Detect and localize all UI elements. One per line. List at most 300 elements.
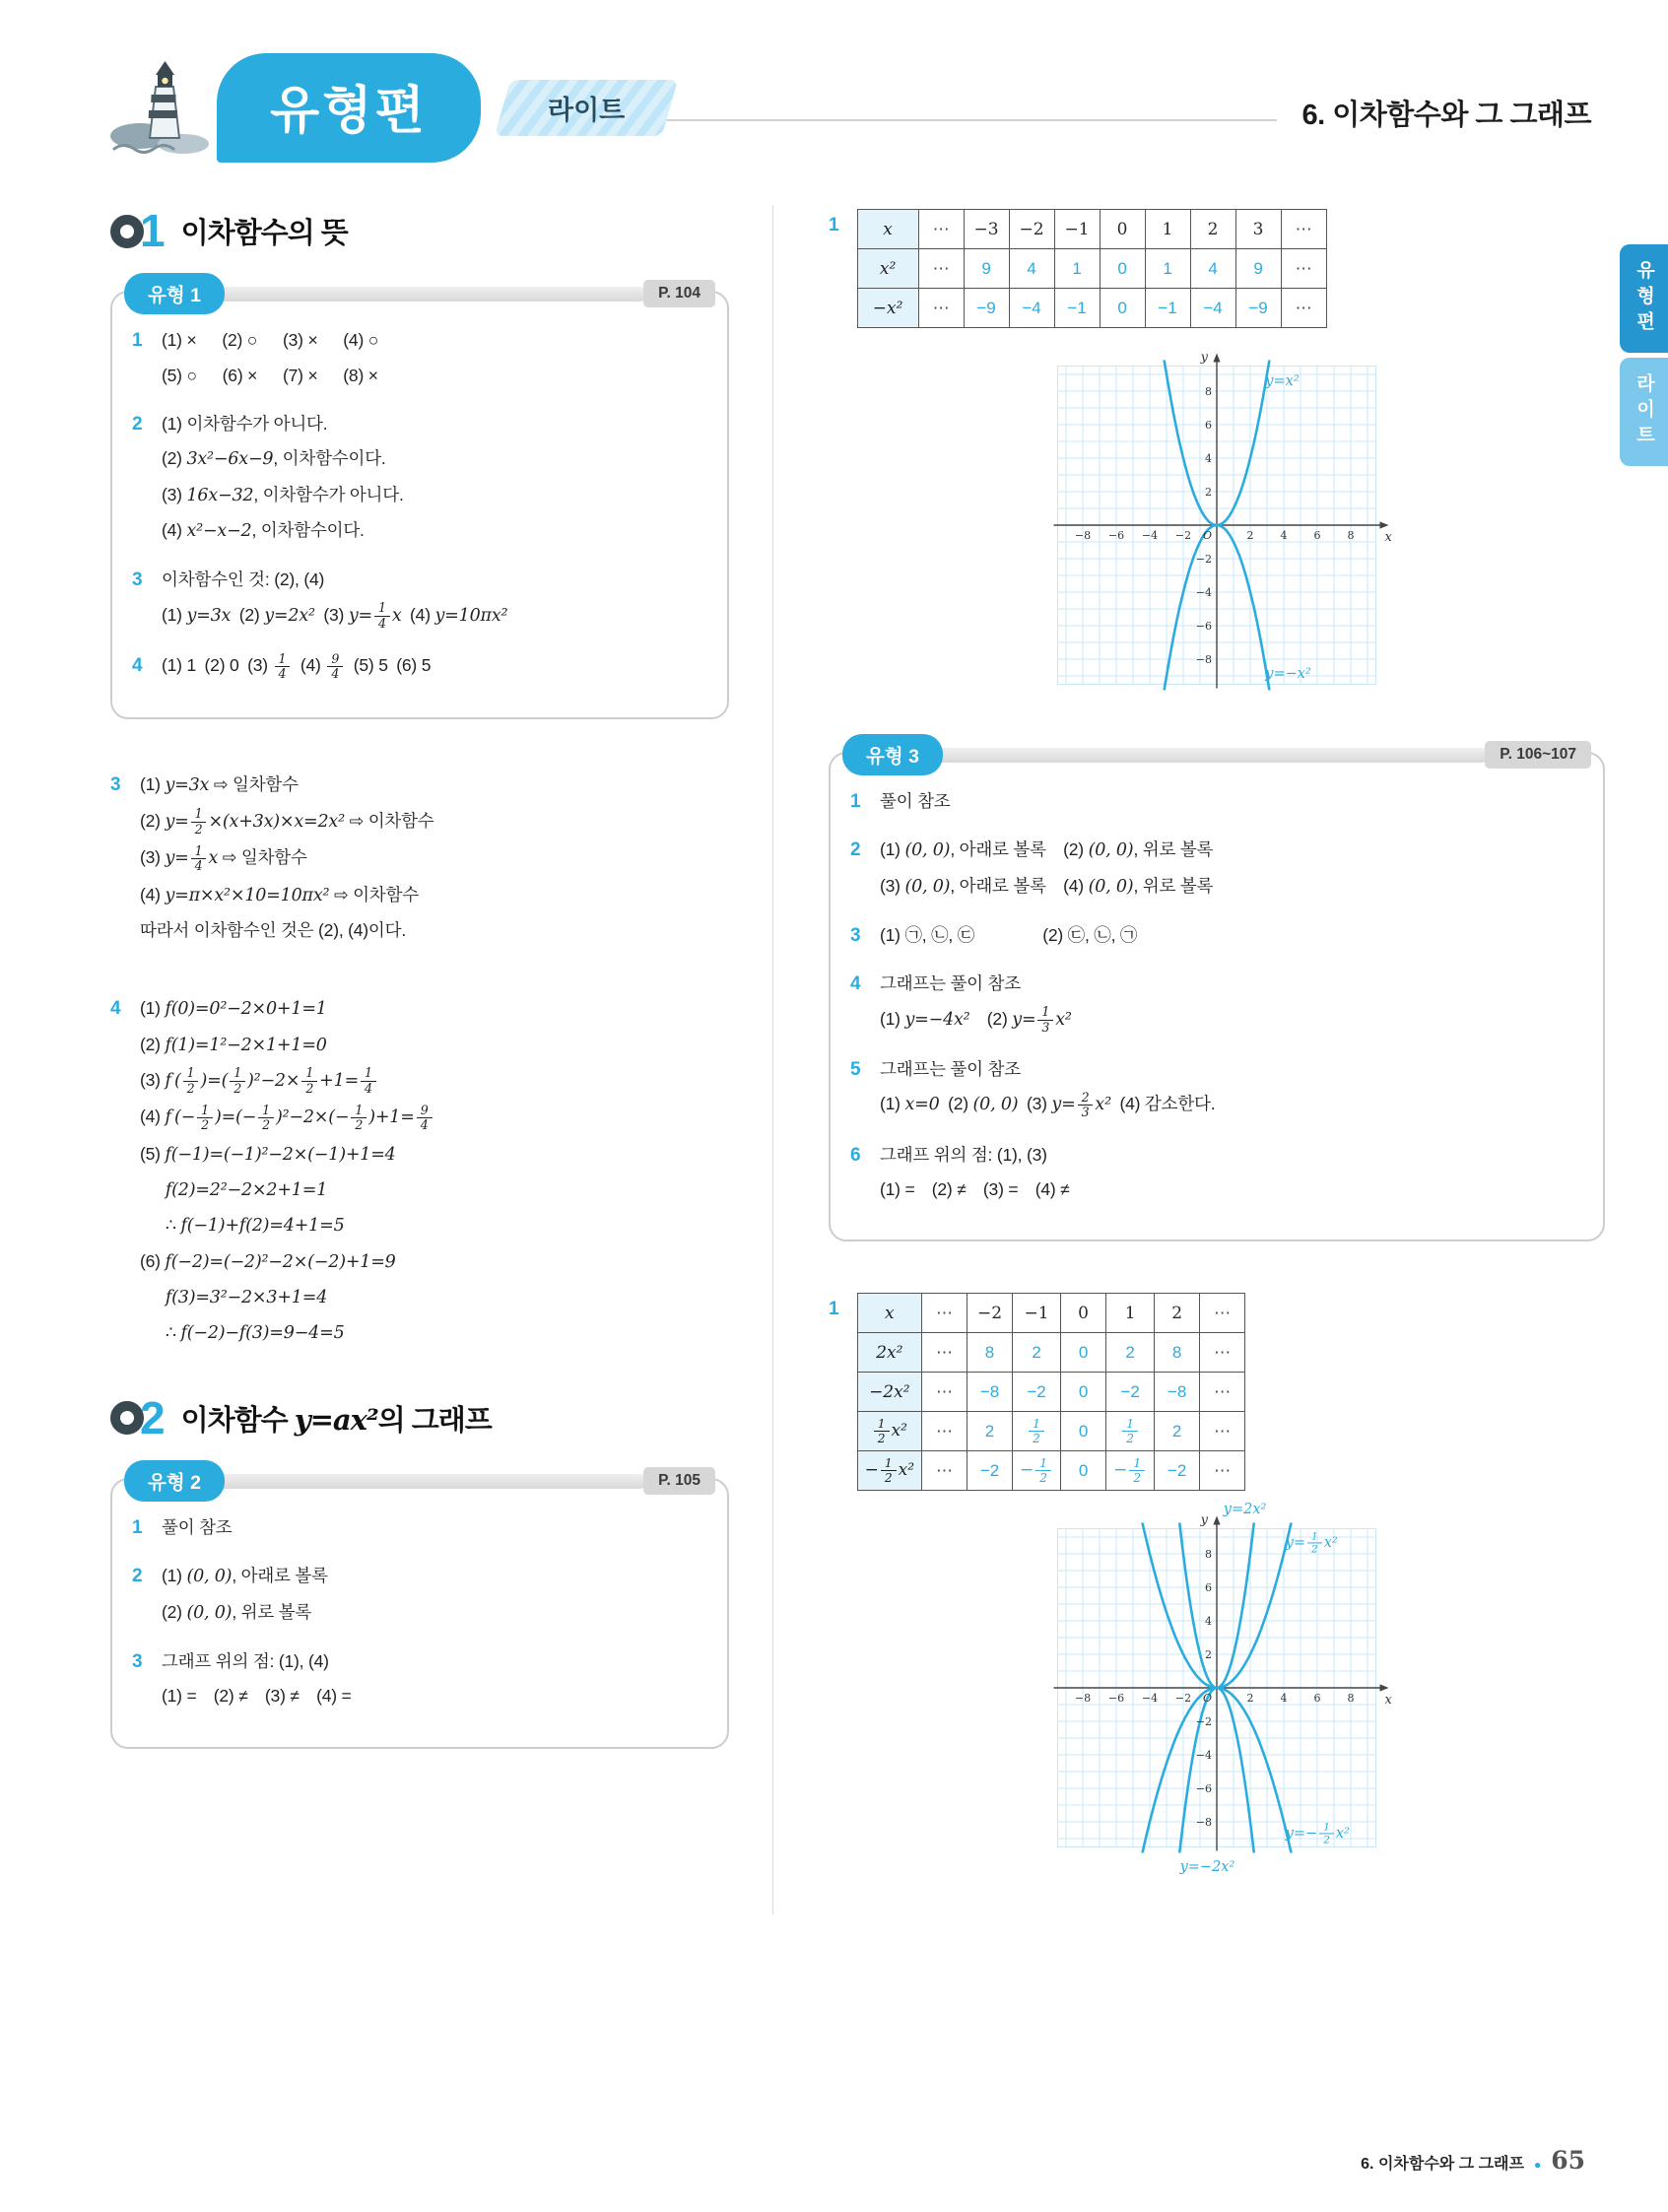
fraction xyxy=(361,1066,376,1096)
value-cell xyxy=(1106,1373,1155,1412)
value-cell xyxy=(1061,1451,1106,1491)
answer-line xyxy=(880,921,1583,949)
answer-body xyxy=(880,787,1583,822)
fraction-numerator: 1 xyxy=(191,844,207,859)
answer-body xyxy=(880,1141,1583,1211)
fraction-numerator: 1 xyxy=(1037,1005,1053,1020)
math-text: f(1)=1²−2×1+1=0 xyxy=(165,1035,327,1055)
fraction xyxy=(1319,1822,1334,1846)
answer-line xyxy=(140,807,729,837)
math-text: +1= xyxy=(319,1070,360,1091)
text: (2) xyxy=(939,1094,973,1114)
fraction-denominator: 3 xyxy=(1041,1019,1050,1035)
fraction-numerator: 1 xyxy=(1307,1530,1322,1543)
value-cell xyxy=(1106,1451,1155,1491)
math-text: )+1= xyxy=(368,1107,415,1128)
text: , 아래로 볼록 xyxy=(232,1566,328,1586)
table-header-cell: ⋯ xyxy=(1281,210,1326,249)
answer-body xyxy=(880,1055,1583,1127)
text: , 이차함수가 아니다. xyxy=(253,484,404,504)
answer-body xyxy=(162,326,707,396)
text: (3) xyxy=(880,875,905,896)
answer-number: 2 xyxy=(132,414,143,436)
side-tab-edition[interactable]: 라이트 xyxy=(1620,358,1668,466)
answer-number: 1 xyxy=(829,215,839,235)
math-text: x² xyxy=(879,258,897,279)
answer-line xyxy=(162,1682,707,1709)
table-header-row xyxy=(857,210,1326,249)
text: 그래프는 풀이 참조 xyxy=(880,973,1021,994)
table-header-cell xyxy=(857,1294,921,1333)
page-header xyxy=(0,0,1668,169)
section-digit: 1 xyxy=(140,205,166,256)
answer-number: 1 xyxy=(850,791,861,812)
math-text: x²−x−2 xyxy=(186,521,252,542)
curve-label xyxy=(1286,1530,1338,1555)
value-table xyxy=(857,1293,1246,1491)
answer-item xyxy=(850,921,1583,956)
table-header-cell: −1 xyxy=(1013,1294,1061,1333)
math-text: 16x−32 xyxy=(186,485,254,505)
text: , 아래로 볼록 (4) xyxy=(950,875,1089,896)
value-table-2 xyxy=(857,1293,1246,1491)
math-text: x² xyxy=(1055,1009,1072,1030)
value-table-1 xyxy=(857,209,1327,328)
math-text: y= xyxy=(1285,1534,1306,1551)
text: −4 xyxy=(1022,298,1041,317)
answer-number: 5 xyxy=(850,1059,861,1081)
answer-number: 6 xyxy=(850,1144,861,1166)
type-card-1-body xyxy=(132,326,707,688)
value-cell xyxy=(1100,289,1145,328)
fraction-denominator: 4 xyxy=(331,666,340,682)
svg-text:x: x xyxy=(1384,530,1392,545)
value-cell xyxy=(918,249,964,289)
value-cell xyxy=(1235,289,1281,328)
text: 4 xyxy=(1027,258,1036,278)
table-block-1 xyxy=(829,209,1605,328)
text: (4) xyxy=(292,655,326,676)
table-header-cell: ⋯ xyxy=(922,1294,967,1333)
answer-number: 3 xyxy=(132,1651,143,1673)
math-text: f(0)=0²−2×0+1=1 xyxy=(165,999,327,1020)
value-cell xyxy=(967,1373,1013,1412)
footer-chapter: 6. 이차함수와 그 그래프 xyxy=(1361,2156,1524,2173)
value-cell xyxy=(1013,1412,1061,1451)
answer-number: 1 xyxy=(132,1517,143,1539)
svg-text:O: O xyxy=(1202,529,1212,542)
row-label-cell xyxy=(857,1412,921,1451)
math-text: − xyxy=(1113,1460,1128,1481)
fraction-numerator: 1 xyxy=(874,1417,890,1432)
text: (2) xyxy=(969,1008,1013,1029)
answer-item xyxy=(132,1647,707,1717)
value-cell xyxy=(964,289,1009,328)
text: , 위로 볼록 xyxy=(1133,875,1214,896)
text: (5) 5 (6) 5 xyxy=(345,655,432,676)
answer-number: 3 xyxy=(110,774,121,796)
text: (4) xyxy=(140,884,166,905)
svg-text:−6: −6 xyxy=(1107,1692,1125,1706)
math-text: y=3x xyxy=(165,775,210,796)
answer-item xyxy=(132,651,707,688)
answer-line xyxy=(140,771,729,799)
value-cell xyxy=(1200,1373,1245,1412)
answer-line xyxy=(162,481,707,509)
answer-line xyxy=(140,881,729,909)
math-text: y=2x² xyxy=(1223,1501,1267,1517)
math-text: y=x² xyxy=(1265,372,1300,389)
value-cell xyxy=(1235,249,1281,289)
math-text: y=−4x² xyxy=(904,1009,970,1030)
answer-item xyxy=(850,1141,1583,1211)
fraction xyxy=(327,652,343,682)
value-cell xyxy=(1061,1412,1106,1451)
value-cell xyxy=(1200,1412,1245,1451)
math-text: y= xyxy=(1051,1095,1076,1115)
answer-item xyxy=(850,787,1583,822)
fraction-numerator: 1 xyxy=(351,1104,367,1118)
svg-text:6: 6 xyxy=(1313,1692,1321,1706)
fraction xyxy=(191,844,207,874)
fraction-numerator: 1 xyxy=(191,807,207,822)
graph-canvas xyxy=(1034,342,1400,708)
text xyxy=(140,1287,166,1307)
text: (6) xyxy=(140,1250,166,1271)
text: 8 xyxy=(1171,1342,1182,1362)
answer-item xyxy=(132,326,707,396)
answer-number: 4 xyxy=(850,973,861,995)
text: 0 xyxy=(1117,258,1127,278)
answer-body xyxy=(140,994,729,1354)
math-text: (0, 0) xyxy=(904,876,951,897)
math-text: x xyxy=(883,219,893,239)
svg-text:−8: −8 xyxy=(1074,1692,1092,1706)
svg-text:−2: −2 xyxy=(1195,1715,1212,1729)
math-text: (0, 0) xyxy=(186,1602,233,1623)
series-badge: 유형편 xyxy=(217,53,481,163)
value-cell xyxy=(1013,1333,1061,1373)
answer-line xyxy=(880,836,1583,864)
text: (3) xyxy=(140,847,166,868)
curve-label xyxy=(1286,1822,1350,1846)
text: 따라서 이차함수인 것은 (2), (4)이다. xyxy=(140,919,407,940)
answer-body xyxy=(140,771,729,951)
answer-line xyxy=(880,1005,1583,1035)
fraction xyxy=(275,652,291,682)
svg-text:−4: −4 xyxy=(1141,529,1159,542)
header-rule xyxy=(656,119,1277,121)
section-number-2 xyxy=(110,1391,166,1443)
text: (1) xyxy=(880,1094,905,1114)
svg-text:2: 2 xyxy=(1246,529,1254,542)
fraction-numerator: 1 xyxy=(301,1066,317,1081)
answer-line xyxy=(162,651,707,681)
math-text: ×(x+3x)×x=2x² xyxy=(208,811,345,832)
table-header-cell: 1 xyxy=(1145,210,1190,249)
right-column xyxy=(772,205,1605,1914)
page-footer xyxy=(1361,2146,1585,2175)
text: 2 xyxy=(984,1421,995,1441)
fraction xyxy=(1122,1417,1138,1445)
math-text: f(−1)+f(2)=4+1=5 xyxy=(180,1216,345,1237)
content xyxy=(0,169,1668,1914)
value-cell xyxy=(1100,249,1145,289)
table-header-cell: −3 xyxy=(964,210,1009,249)
type-bar xyxy=(211,1474,647,1489)
text: , 이차함수이다. xyxy=(251,520,365,541)
text: (1) xyxy=(162,1566,187,1586)
svg-text:−6: −6 xyxy=(1195,620,1212,633)
math-text: x xyxy=(391,605,402,626)
answer-line xyxy=(162,1647,707,1675)
row-label-cell xyxy=(857,1333,921,1373)
table-header-cell: 2 xyxy=(1190,210,1235,249)
text: ⋯ xyxy=(936,1460,954,1480)
fraction-denominator: 2 xyxy=(1033,1432,1040,1446)
fraction-denominator: 2 xyxy=(355,1117,364,1133)
answer-line xyxy=(880,1055,1583,1083)
text: −2 xyxy=(979,1460,1000,1480)
math-text: y=3x xyxy=(186,605,232,626)
side-tab-series[interactable]: 유형편 xyxy=(1620,244,1668,353)
lighthouse-logo-icon xyxy=(106,53,223,162)
fraction-numerator: 1 xyxy=(361,1066,376,1081)
text: 9 xyxy=(1253,258,1263,278)
text: (3) xyxy=(1018,1094,1052,1114)
text: −2 xyxy=(1027,1381,1046,1401)
answer-number: 2 xyxy=(132,1566,143,1587)
math-text: f ( xyxy=(165,1070,181,1091)
fraction-denominator: 2 xyxy=(201,1117,209,1133)
answer-line xyxy=(162,410,707,437)
text: 풀이 참조 xyxy=(162,1517,233,1538)
text: (1) 이차함수가 아니다. xyxy=(162,414,328,435)
math-text: x² xyxy=(898,1460,915,1481)
math-text: f(−2)=(−2)²−2×(−2)+1=9 xyxy=(165,1251,396,1272)
fraction xyxy=(301,1066,317,1096)
text: 0 xyxy=(1078,1421,1089,1441)
fraction-denominator: 4 xyxy=(377,615,386,631)
text: , 이차함수이다. xyxy=(273,448,386,469)
svg-text:−6: −6 xyxy=(1107,529,1125,542)
svg-text:8: 8 xyxy=(1205,385,1212,398)
text: , 위로 볼록 xyxy=(232,1601,312,1622)
answer-line xyxy=(140,1140,729,1169)
type-card-2 xyxy=(110,1472,729,1749)
text: −8 xyxy=(979,1381,1000,1401)
math-text: x xyxy=(885,1303,895,1323)
type-card-2-head xyxy=(124,1460,715,1502)
table-block-2 xyxy=(829,1293,1605,1491)
text: (2) xyxy=(231,604,265,625)
text: ⋯ xyxy=(1214,1460,1232,1480)
answer-line xyxy=(140,916,729,944)
text: ⋯ xyxy=(936,1342,954,1362)
text: (4) 감소한다. xyxy=(1110,1094,1216,1114)
text: ∴ xyxy=(140,1322,181,1343)
value-cell xyxy=(1106,1333,1155,1373)
text: (2) xyxy=(140,810,166,831)
fraction xyxy=(1078,1091,1094,1120)
type-card-2-body xyxy=(132,1513,707,1717)
svg-text:y: y xyxy=(1200,1512,1208,1528)
value-cell xyxy=(922,1412,967,1451)
math-text: f(2)=2²−2×2+1=1 xyxy=(165,1179,328,1200)
fraction xyxy=(258,1104,274,1133)
fraction-denominator: 2 xyxy=(877,1432,886,1446)
fraction-denominator: 2 xyxy=(1323,1834,1330,1846)
text: ⋯ xyxy=(932,258,950,278)
math-text: f (− xyxy=(165,1107,196,1128)
chapter-title: 6. 이차함수와 그 그래프 xyxy=(1301,99,1591,131)
value-cell xyxy=(1013,1373,1061,1412)
answer-line xyxy=(162,516,707,545)
answer-item xyxy=(132,410,707,552)
svg-text:O: O xyxy=(1202,1692,1212,1706)
table-header-cell: 0 xyxy=(1100,210,1145,249)
text: (4) xyxy=(140,1106,166,1127)
math-text: y= xyxy=(165,811,189,832)
svg-text:6: 6 xyxy=(1313,529,1321,542)
fraction-numerator: 9 xyxy=(327,652,343,667)
fraction-numerator: 1 xyxy=(197,1104,213,1118)
value-cell xyxy=(1190,249,1235,289)
table-row xyxy=(857,289,1326,328)
fraction-numerator: 1 xyxy=(1029,1417,1044,1432)
value-cell xyxy=(1145,249,1190,289)
svg-text:2: 2 xyxy=(1246,1692,1254,1706)
math-text: − xyxy=(1020,1460,1034,1481)
text: 0 xyxy=(1117,298,1127,317)
footer-page-number: 65 xyxy=(1551,2146,1585,2175)
answer-line xyxy=(140,1175,729,1204)
math-text: x² xyxy=(1095,1095,1111,1115)
value-cell xyxy=(1155,1373,1200,1412)
text: 0 xyxy=(1078,1342,1089,1362)
fraction xyxy=(1307,1530,1322,1555)
answer-line xyxy=(140,1318,729,1347)
edition-label: 라이트 xyxy=(547,95,625,125)
value-cell xyxy=(1106,1412,1155,1451)
math-text: −2x² xyxy=(869,1381,910,1402)
answer-line xyxy=(140,1283,729,1311)
answer-line xyxy=(162,362,707,389)
answer-line xyxy=(880,1141,1583,1169)
text: 2 xyxy=(1032,1342,1041,1362)
bullet-icon: ● xyxy=(1533,2158,1542,2172)
text: (1) xyxy=(880,1008,905,1029)
fraction-numerator: 9 xyxy=(417,1104,433,1118)
fraction-numerator: 1 xyxy=(1035,1456,1051,1471)
answer-body xyxy=(162,1513,707,1548)
math-text: f(−2)−f(3)=9−4=5 xyxy=(180,1323,345,1344)
section-title-2: 이차함수 y=ax²의 그래프 xyxy=(180,1402,492,1437)
value-table xyxy=(857,209,1327,328)
svg-text:−2: −2 xyxy=(1195,553,1212,566)
fraction xyxy=(874,1417,890,1445)
value-cell xyxy=(967,1451,1013,1491)
text: 8 xyxy=(984,1342,995,1362)
row-label-cell xyxy=(857,289,918,328)
table-header-cell: 0 xyxy=(1061,1294,1106,1333)
text: (1) xyxy=(140,774,166,795)
svg-text:6: 6 xyxy=(1205,419,1212,432)
text: 0 xyxy=(1078,1460,1089,1480)
answer-body xyxy=(162,1562,707,1634)
text: (3) xyxy=(162,484,187,504)
value-cell xyxy=(1009,289,1054,328)
answer-line xyxy=(162,601,707,631)
value-cell xyxy=(1200,1451,1245,1491)
svg-text:6: 6 xyxy=(1205,1581,1212,1595)
math-text: )=(− xyxy=(214,1107,257,1128)
text: ⋯ xyxy=(932,298,950,317)
value-cell xyxy=(1190,289,1235,328)
text: −1 xyxy=(1158,298,1177,317)
text: 1 xyxy=(1163,258,1172,278)
table-header-cell: 3 xyxy=(1235,210,1281,249)
math-text: y= xyxy=(348,605,372,626)
fraction-numerator: 1 xyxy=(1122,1417,1138,1432)
math-text: − xyxy=(864,1460,879,1481)
math-text: x² xyxy=(1335,1826,1350,1843)
graph-canvas xyxy=(1034,1505,1400,1871)
math-text: y=π×x²×10=10πx² xyxy=(165,885,330,905)
answer-item xyxy=(850,970,1583,1041)
value-cell xyxy=(1155,1333,1200,1373)
fraction-denominator: 4 xyxy=(365,1080,372,1096)
value-cell xyxy=(967,1333,1013,1373)
svg-text:8: 8 xyxy=(1347,529,1355,542)
text: ⇨ 이차함수 xyxy=(329,884,419,905)
section-number-1 xyxy=(110,205,166,256)
fraction xyxy=(1035,1456,1051,1485)
text: (4) xyxy=(162,520,187,541)
math-text: (0, 0) xyxy=(904,840,951,861)
value-cell xyxy=(1013,1451,1061,1491)
edition-badge xyxy=(495,80,679,136)
table-header-cell: ⋯ xyxy=(1200,1294,1245,1333)
answer-line xyxy=(140,1031,729,1059)
svg-text:−8: −8 xyxy=(1074,529,1092,542)
math-text: )=( xyxy=(200,1070,229,1091)
text: 그래프 위의 점: (1), (4) xyxy=(162,1651,329,1672)
type-bar xyxy=(929,748,1489,763)
side-tab xyxy=(1620,244,1668,466)
text: ⋯ xyxy=(1295,298,1312,317)
fraction-denominator: 2 xyxy=(1311,1543,1318,1556)
table-header-row xyxy=(857,1294,1245,1333)
text: ⋯ xyxy=(1214,1421,1232,1441)
math-text: y=−2x² xyxy=(1179,1859,1235,1876)
math-text: y= xyxy=(165,848,189,869)
text: ⋯ xyxy=(936,1381,954,1401)
math-text: x² xyxy=(891,1421,907,1441)
answer-body xyxy=(880,970,1583,1041)
fraction xyxy=(374,601,390,631)
math-text: )²−2×(− xyxy=(275,1107,350,1128)
math-text: x=0 xyxy=(904,1095,940,1115)
section-title-1: 이차함수의 뜻 xyxy=(180,218,348,250)
text: 9 xyxy=(981,258,991,278)
value-cell xyxy=(1054,289,1100,328)
fraction xyxy=(881,1456,897,1485)
page-ref-3: P. 106~107 xyxy=(1485,741,1591,769)
text: 2 xyxy=(1125,1342,1135,1362)
fraction-denominator: 2 xyxy=(1126,1432,1134,1446)
value-cell xyxy=(964,249,1009,289)
